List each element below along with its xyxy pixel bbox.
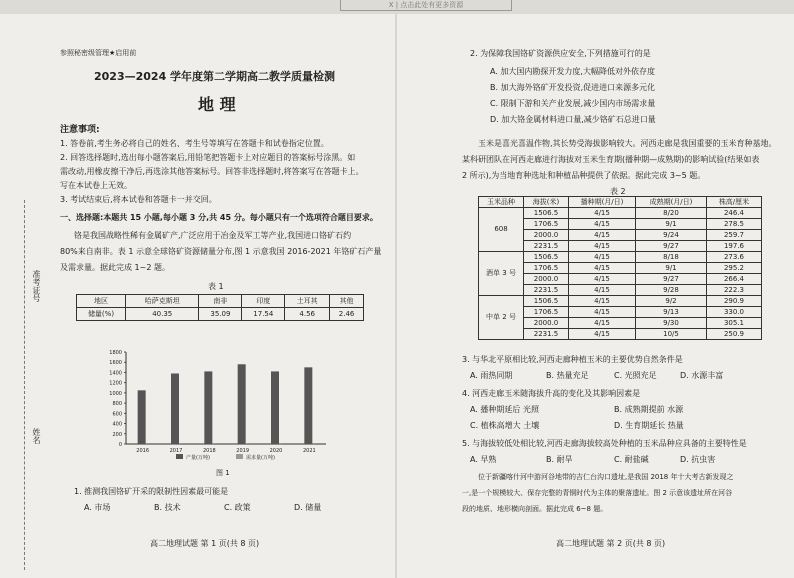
table1-caption: 表 1	[208, 282, 224, 291]
table2-cell: 8/18	[636, 252, 707, 263]
q3-option[interactable]: D. 水源丰富	[680, 371, 724, 380]
table2-caption: 表 2	[610, 187, 626, 196]
figure1-bar-chart	[96, 344, 336, 464]
table2-cell: 9/1	[636, 263, 707, 274]
q4-option[interactable]: C. 植株高增大 土壤	[470, 421, 540, 430]
y-tick-label: 1600	[109, 360, 122, 367]
production-bar	[304, 367, 312, 444]
table2-cell: 266.4	[707, 274, 762, 285]
table2-cell: 2000.0	[524, 318, 569, 329]
y-tick-label: 1800	[109, 350, 122, 356]
table2-header-row	[479, 197, 762, 208]
q5-option[interactable]: D. 抗虫害	[680, 455, 716, 464]
table2-cell: 273.6	[707, 252, 762, 263]
binding-line	[24, 200, 25, 570]
table2-variety: 中单 2 号	[479, 296, 524, 340]
table2-row	[479, 208, 762, 219]
q2-option[interactable]: A. 加大国内勘探开发力度,大幅降低对外依存度	[490, 67, 655, 76]
table1-cell: 35.09	[199, 308, 242, 321]
table2-cell: 4/15	[569, 274, 636, 285]
secret-label: 参照秘密级管理★启用前	[60, 49, 137, 57]
y-tick-label: 1400	[109, 370, 122, 377]
table2-variety: 酒单 3 号	[479, 252, 524, 296]
table1-header: 其他	[330, 295, 364, 308]
table1-header: 土耳其	[285, 295, 330, 308]
passage-line: 一,是一个规模较大、保存完整的青铜时代为主体的聚落遗址。图 2 示意该遗址所在河谷	[462, 489, 733, 497]
table1-cell: 2.46	[330, 308, 364, 321]
note-line: 3. 考试结束后,将本试卷和答题卡一并交回。	[60, 195, 217, 204]
section1-heading: 一、选择题:本题共 15 小题,每小题 3 分,共 45 分。每小题只有一个选项符合题目要求。	[60, 213, 378, 222]
table1-header: 南非	[199, 295, 242, 308]
right-page-footer: 高二地理试题 第 2 页(共 8 页)	[556, 539, 666, 548]
table2-body	[479, 208, 762, 340]
table2-cell: 9/28	[636, 285, 707, 296]
table2-header: 玉米品种	[479, 197, 524, 208]
production-bar	[204, 371, 212, 444]
y-tick-label: 0	[118, 442, 122, 448]
table2-cell: 4/15	[569, 329, 636, 340]
exam-title: 2023—2024 学年度第二学期高二教学质量检测	[94, 70, 336, 83]
x-tick-label: 2018	[202, 448, 216, 454]
table1-header: 印度	[242, 295, 285, 308]
y-tick-label: 200	[112, 431, 122, 438]
table2-cell: 4/15	[569, 219, 636, 230]
q2-option[interactable]: B. 加大海外铬矿开发投资,促进进口来源多元化	[490, 83, 656, 92]
x-tick-label: 2016	[136, 448, 150, 454]
q1-option[interactable]: B. 技术	[154, 503, 181, 512]
q3-option[interactable]: B. 热量充足	[546, 371, 589, 380]
q2-option[interactable]: C. 限制下游和关产业发展,减少国内市场需求量	[490, 99, 656, 108]
table2-header: 海拔(米)	[524, 197, 569, 208]
demand-bar	[312, 443, 315, 444]
table2-header: 成熟期(月/日)	[636, 197, 707, 208]
table2-row	[479, 252, 762, 263]
table1-cell: 4.56	[285, 308, 330, 321]
table2-cell: 4/15	[569, 208, 636, 219]
y-tick-label: 600	[112, 411, 122, 418]
table2-cell: 9/27	[636, 241, 707, 252]
table2-cell: 4/15	[569, 296, 636, 307]
q1-option[interactable]: D. 储量	[294, 503, 322, 512]
page-fold-divider	[395, 14, 397, 578]
table1-header-row	[77, 295, 364, 308]
q3-option[interactable]: A. 雨热同期	[470, 371, 513, 380]
table2-cell: 2231.5	[524, 285, 569, 296]
name-label: 姓名	[32, 428, 41, 444]
table2-cell: 9/1	[636, 219, 707, 230]
q3-option[interactable]: C. 光照充足	[614, 371, 657, 380]
table2-cell: 330.0	[707, 307, 762, 318]
table2-header: 株高/厘米	[707, 197, 762, 208]
legend-demand-swatch	[236, 454, 243, 459]
table2-cell: 9/13	[636, 307, 707, 318]
question-stem: 5. 与海拔较低处相比较,河西走廊海拔较高处种植的玉米品种应具备的主要特性是	[462, 439, 747, 448]
table2-cell: 4/15	[569, 230, 636, 241]
table2-row	[479, 296, 762, 307]
table2-cell: 2000.0	[524, 274, 569, 285]
demand-bar	[279, 443, 282, 444]
table2-cell: 2231.5	[524, 241, 569, 252]
table2-cell: 1506.5	[524, 252, 569, 263]
intro-line: 80%来自南非。表 1 示意全球铬矿资源储量分布,图 1 示意我国 2016-2021 年铬矿石产量	[60, 247, 382, 256]
q2-option[interactable]: D. 加大铬金属材料进口量,减少铬矿石总进口量	[490, 115, 656, 124]
x-tick-label: 2021	[302, 448, 316, 454]
table2-cell: 305.1	[707, 318, 762, 329]
subject-title: 地 理	[198, 95, 236, 114]
intro-line: 及需求量。据此完成 1~2 题。	[60, 263, 170, 272]
table2-cell: 1706.5	[524, 307, 569, 318]
x-tick-label: 2020	[269, 448, 283, 454]
question-stem: 3. 与华北平原相比较,河西走廊种植玉米的主要优势自然条件是	[462, 355, 683, 364]
q1-option[interactable]: A. 市场	[84, 503, 111, 512]
table2-cell: 4/15	[569, 318, 636, 329]
table2-cell: 1706.5	[524, 263, 569, 274]
top-resource-box[interactable]: X | 点击此处有更多资源	[340, 0, 512, 11]
table1-cell: 17.54	[242, 308, 285, 321]
table1-row-label: 储量(%)	[77, 308, 126, 321]
table2	[478, 196, 762, 340]
x-tick-label: 2019	[236, 448, 250, 454]
y-tick-label: 1000	[109, 390, 122, 397]
table1-cell: 40.35	[126, 308, 199, 321]
q4-option[interactable]: D. 生育期延长 热量	[614, 421, 684, 430]
legend-production-label: 产量(万吨)	[186, 455, 210, 461]
table2-cell: 9/30	[636, 318, 707, 329]
note-line: 1. 答卷前,考生务必将自己的姓名、考生号等填写在答题卡和试卷指定位置。	[60, 139, 329, 148]
demand-bar	[246, 443, 249, 444]
production-bar	[138, 390, 146, 444]
table2-cell: 4/15	[569, 285, 636, 296]
passage-line: 玉米是喜光喜温作物,其长势受海拔影响较大。河西走廊是我国重要的玉米育种基地。	[478, 139, 777, 148]
legend-production-swatch	[176, 454, 183, 459]
y-tick-label: 400	[112, 421, 122, 428]
production-bar	[238, 364, 246, 444]
legend-demand-label: 需求量(万吨)	[246, 455, 275, 461]
question-stem: 4. 河西走廊玉米随海拔升高的变化及其影响因素是	[462, 389, 641, 398]
note-line: 写在本试卷上无效。	[60, 181, 132, 190]
table1-header: 地区	[77, 295, 126, 308]
passage-line: 段的地质、地形横向剖面。据此完成 6~8 题。	[462, 505, 608, 513]
demand-bar	[212, 443, 215, 444]
demand-bar	[179, 443, 182, 444]
table2-cell: 197.6	[707, 241, 762, 252]
q4-option[interactable]: A. 播种期延后 光照	[470, 405, 539, 414]
passage-line: 2 所示),为当地育种选址和种植品种提供了依据。据此完成 3~5 题。	[462, 171, 706, 180]
table2-variety: 608	[479, 208, 524, 252]
note-line: 2. 回答选择题时,选出每小题答案后,用铅笔把答题卡上对应题目的答案标号涂黑。如	[60, 153, 356, 162]
table2-cell: 1506.5	[524, 296, 569, 307]
intro-line: 铬是我国战略性稀有金属矿产,广泛应用于冶金及军工等产业,我国进口铬矿石约	[74, 231, 352, 240]
passage-line: 位于新疆喀什河中游河谷地带的吉仁台沟口遗址,是我国 2018 年十大考古新发现之	[478, 473, 734, 481]
passage-line: 某科研团队在河西走廊进行海拔对玉米生育期(播种期—成熟期)的影响试验(结果如表	[462, 155, 760, 164]
table2-cell: 8/20	[636, 208, 707, 219]
table2-cell: 278.5	[707, 219, 762, 230]
figure1-caption: 图 1	[216, 469, 230, 477]
notes-title: 注意事项:	[60, 125, 100, 135]
note-line: 需改动,用橡皮擦干净后,再选涂其他答案标号。回答非选择题时,将答案写在答题卡上。	[60, 167, 364, 176]
table2-cell: 1506.5	[524, 208, 569, 219]
q4-option[interactable]: B. 成熟期提前 水源	[614, 405, 684, 414]
y-tick-label: 1200	[109, 380, 122, 387]
table2-cell: 4/15	[569, 263, 636, 274]
q5-option[interactable]: A. 早熟	[470, 455, 497, 464]
production-bar	[171, 373, 179, 444]
question-stem: 1. 推测我国铬矿开采的限制性因素最可能是	[74, 487, 229, 496]
left-page-footer: 高二地理试题 第 1 页(共 8 页)	[150, 539, 260, 548]
table1-header: 哈萨克斯坦	[126, 295, 199, 308]
exam-number-label: 准考证号	[32, 270, 41, 302]
table2-cell: 2231.5	[524, 329, 569, 340]
table2-cell: 295.2	[707, 263, 762, 274]
table2-cell: 4/15	[569, 252, 636, 263]
table2-header: 播种期(月/日)	[569, 197, 636, 208]
table2-cell: 222.3	[707, 285, 762, 296]
table2-cell: 9/27	[636, 274, 707, 285]
table2-cell: 2000.0	[524, 230, 569, 241]
q5-option[interactable]: C. 耐盐碱	[614, 455, 649, 464]
table2-cell: 250.9	[707, 329, 762, 340]
y-tick-label: 800	[112, 401, 122, 408]
table2-cell: 10/5	[636, 329, 707, 340]
table2-cell: 9/24	[636, 230, 707, 241]
question-stem: 2. 为保障我国铬矿资源供应安全,下列措施可行的是	[470, 49, 651, 58]
q1-option[interactable]: C. 政策	[224, 503, 251, 512]
table2-cell: 290.9	[707, 296, 762, 307]
table2-cell: 1706.5	[524, 219, 569, 230]
q5-option[interactable]: B. 耐旱	[546, 455, 573, 464]
table2-cell: 9/2	[636, 296, 707, 307]
table1-value-row	[77, 308, 364, 321]
table1	[76, 294, 364, 321]
x-tick-label: 2017	[169, 448, 183, 454]
table2-cell: 246.4	[707, 208, 762, 219]
table2-cell: 4/15	[569, 241, 636, 252]
demand-bar	[146, 443, 149, 444]
table2-cell: 259.7	[707, 230, 762, 241]
production-bar	[271, 371, 279, 444]
table2-cell: 4/15	[569, 307, 636, 318]
